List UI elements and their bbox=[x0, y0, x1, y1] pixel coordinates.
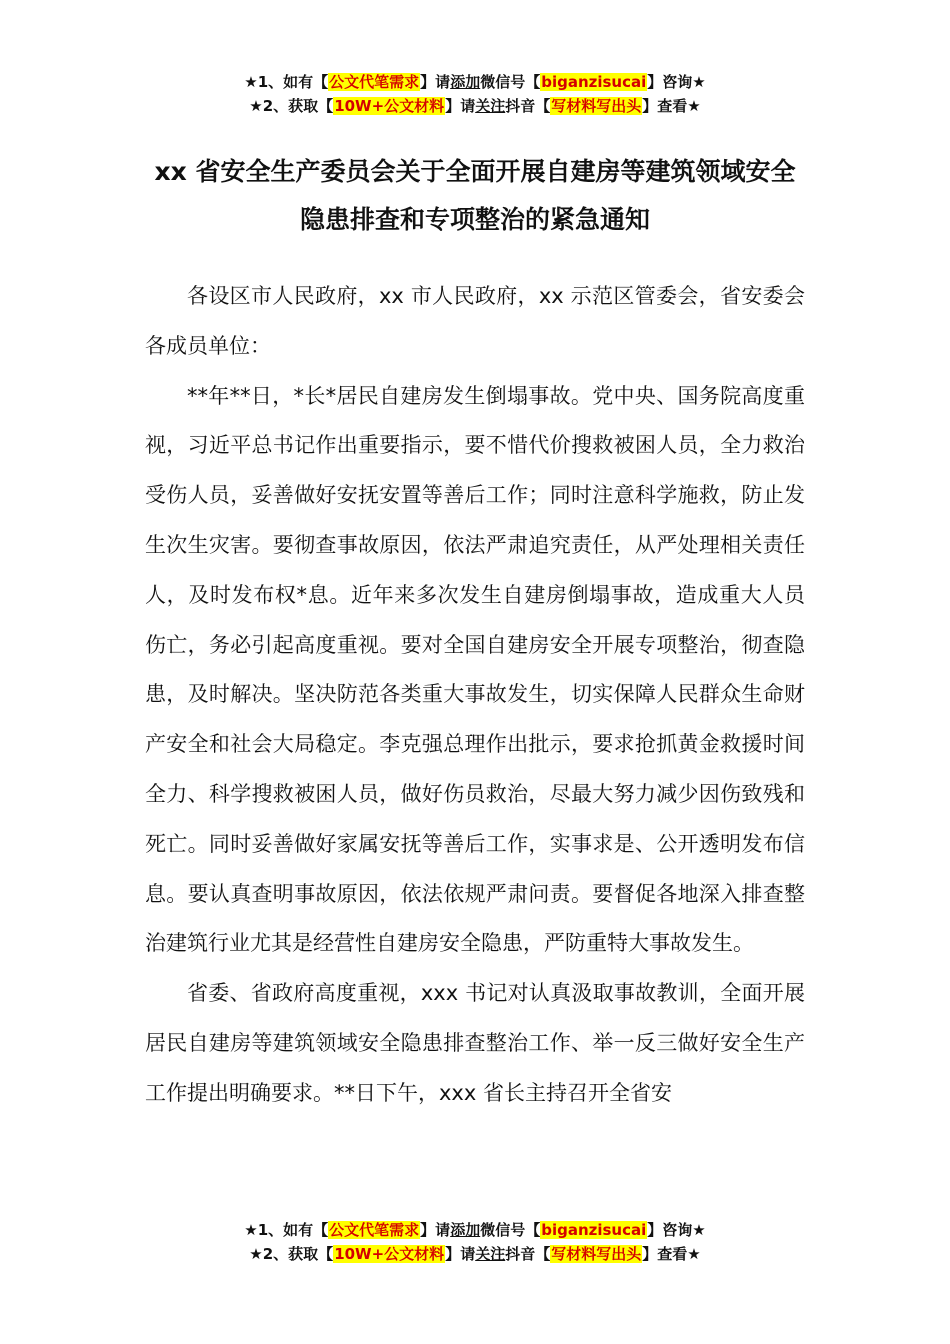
banner-text: 】咨询★ bbox=[647, 73, 706, 91]
banner-text: 抖音【 bbox=[505, 1245, 551, 1263]
banner-highlight: biganzisucai bbox=[541, 73, 647, 91]
banner-text: 】查看★ bbox=[642, 1245, 701, 1263]
banner-underline: 关注 bbox=[475, 97, 506, 115]
banner-text: ★2、获取【 bbox=[249, 97, 334, 115]
banner-text: 】请 bbox=[445, 97, 476, 115]
bottom-banner bbox=[0, 1218, 950, 1266]
banner-line-2 bbox=[0, 1242, 950, 1266]
banner-line-2 bbox=[0, 94, 950, 118]
banner-line-1 bbox=[0, 70, 950, 94]
banner-underline: 添加 bbox=[450, 1221, 481, 1239]
paragraph: 省委、省政府高度重视，xxx 书记对认真汲取事故教训，全面开展居民自建房等建筑领域安全隐患排查整治工作、举一反三做好安全生产工作提出明确要求。**日下午，xxx 省长主持召开全省安 bbox=[145, 981, 805, 1105]
banner-text: 】查看★ bbox=[642, 97, 701, 115]
document-body bbox=[145, 272, 805, 1119]
banner-text: 】请 bbox=[445, 1245, 476, 1263]
banner-highlight: 写材料写出头 bbox=[551, 1245, 642, 1263]
banner-highlight: 写材料写出头 bbox=[551, 97, 642, 115]
banner-text: ★1、如有【 bbox=[244, 73, 329, 91]
banner-underline: 关注 bbox=[475, 1245, 506, 1263]
banner-highlight: 公文代笔需求 bbox=[329, 1221, 420, 1239]
paragraph: **年**日，*长*居民自建房发生倒塌事故。党中央、国务院高度重视，习近平总书记作出重要指示，要不惜代价搜救被困人员，全力救治受伤人员，妥善做好安抚安置等善后工作；同时注意科学施救，防止发生次生灾害。要彻查事故原因，依法严肃追究责任，从严处理相关责任人，及时发布权*息。近年来多次发生自建房倒塌事故，造成重大人员伤亡，务必引起高度重视。要对全国自建房安全开展专项整治，彻查隐患，及时解决。坚决防范各类重大事故发生，切实保障人民群众生命财产安全和社会大局稳定。李克强总理作出批示，要求抢抓黄金救援时间全力、科学搜救被困人员，做好伤员救治，尽最大努力减少因伤致残和死亡。同时妥善做好家属安抚等善后工作，实事求是、公开透明发布信息。要认真查明事故原因，依法依规严肃问责。要督促各地深入排查整治建筑行业尤其是经营性自建房安全隐患，严防重特大事故发生。 bbox=[145, 383, 805, 956]
banner-text: 】咨询★ bbox=[647, 1221, 706, 1239]
title-line-1: xx 省安全生产委员会关于全面开展自建房等建筑领域安全 bbox=[154, 157, 796, 186]
banner-text: 微信号【 bbox=[480, 73, 541, 91]
banner-highlight: 10W+公文材料 bbox=[334, 97, 445, 115]
banner-line-1 bbox=[0, 1218, 950, 1242]
banner-highlight: 10W+公文材料 bbox=[334, 1245, 445, 1263]
banner-underline: 添加 bbox=[450, 73, 481, 91]
banner-text: 】请 bbox=[420, 1221, 451, 1239]
title-line-2: 隐患排查和专项整治的紧急通知 bbox=[299, 205, 650, 234]
banner-highlight: 公文代笔需求 bbox=[329, 73, 420, 91]
top-banner bbox=[0, 70, 950, 118]
banner-text: 】请 bbox=[420, 73, 451, 91]
salutation: 各设区市人民政府，xx 市人民政府，xx 示范区管委会，省安委会各成员单位： bbox=[145, 284, 805, 358]
banner-text: 抖音【 bbox=[505, 97, 551, 115]
banner-text: 微信号【 bbox=[480, 1221, 541, 1239]
banner-highlight: biganzisucai bbox=[541, 1221, 647, 1239]
banner-text: ★1、如有【 bbox=[244, 1221, 329, 1239]
banner-text: ★2、获取【 bbox=[249, 1245, 334, 1263]
document-title bbox=[60, 148, 890, 244]
